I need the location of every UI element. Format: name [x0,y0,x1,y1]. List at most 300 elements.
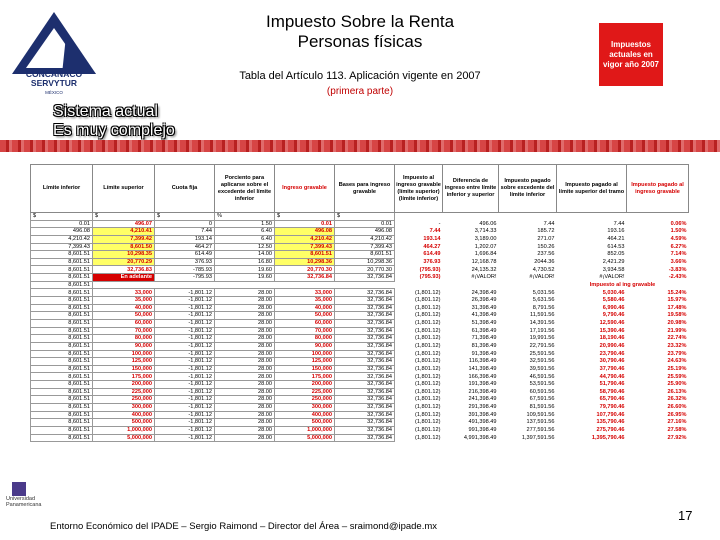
table-cell: 7.44 [155,228,215,236]
table-cell: 32,736.84 [335,365,395,373]
table-cell: 193.14 [423,236,441,243]
table-cell: 3.66% [670,258,687,265]
table-cell: 41,398.49 [471,312,497,319]
table-cell: 300,000 [275,404,335,412]
table-cell: -1,801.12 [155,304,215,312]
table-cell: 27.16% [667,419,687,426]
table-cell: (1,801.12) [415,350,441,357]
table-cell: 40,000 [275,304,335,312]
table-cell: 18,190.46 [599,335,625,342]
table-cell: 8,601.51 [31,281,93,289]
table-cell: 28.00 [215,388,275,396]
table-cell: -1,801.12 [155,434,215,442]
table-cell: -1,801.12 [155,312,215,320]
unit-cell: $ [31,213,93,221]
table-cell: 51,398.49 [471,320,497,327]
table-cell: -1,801.12 [155,373,215,381]
col-header: Límite superior [93,165,155,213]
table-row [31,289,689,297]
table-cell: 35,000 [275,297,335,305]
table-cell: 150.26 [537,243,555,250]
unit-cell: $ [93,213,155,221]
table-cell: 60,000 [275,319,335,327]
table-row [31,388,689,396]
table-cell: 28.00 [215,289,275,297]
table-cell: -795.93 [155,274,215,282]
table-cell: 17.48% [667,304,687,311]
table-row [31,419,689,427]
table-cell: 25.59% [667,373,687,380]
table-cell: 24,398.49 [471,289,497,296]
table-cell: 1,397,591.56 [521,434,555,441]
table-cell: 7,399.43 [335,243,395,251]
table-cell [335,281,395,289]
table-cell: -785.93 [155,266,215,274]
university-label: Universidad Panamericana [6,496,42,508]
table-cell: 25.90% [667,381,687,388]
table-cell: 15.24% [667,289,687,296]
table-cell: 1,696.84 [474,251,497,258]
table-cell: 20.98% [667,320,687,327]
table-row [31,358,689,366]
table-cell [93,281,155,289]
table-cell: 496.06 [479,220,497,227]
table-cell: 8,601.51 [31,327,93,335]
table-cell: 61,398.49 [471,327,497,334]
footer-credit: Entorno Económico del IPADE – Sergio Raimond – Director del Área – sraimond@ipade.mx [50,521,438,532]
table-cell: 5,030.46 [602,289,625,296]
table-cell: (1,801.12) [415,343,441,349]
table-cell: 125,000 [275,358,335,366]
table-cell: 491,398.49 [468,419,497,426]
table-cell: 8,601.51 [31,335,93,343]
table-cell: 16.80 [215,258,275,266]
table-cell: 500,000 [275,419,335,427]
logo-text: CONCANACO SERVYTUR MÉXICO [25,69,83,95]
table-cell: 32,736.84 [335,419,395,427]
table-row [31,274,689,282]
table-cell: 0.06% [670,220,687,227]
table-cell: -1,801.12 [155,358,215,366]
table-cell: 28.00 [215,411,275,419]
table-cell: 28.00 [215,434,275,442]
table-cell: 32,736.84 [335,350,395,358]
table-cell: 51,790.46 [599,381,625,388]
table-cell: 25,591.56 [529,350,555,357]
table-cell: 8,601.51 [31,258,93,266]
table-cell: 33,000 [93,289,155,297]
table-cell: 496.08 [335,228,395,236]
table-cell: 4,210.42 [31,235,93,243]
table-cell: 60,000 [93,319,155,327]
col-header: Bases para ingreso gravable [335,165,395,213]
table-cell: - [438,220,441,227]
table-cell: 8,601.51 [31,312,93,320]
table-cell: 37,790.46 [599,365,625,372]
table-cell: 10,298.36 [335,258,395,266]
page-number: 17 [678,508,693,523]
table-cell: 193.16 [607,228,625,235]
table-cell: 26.32% [667,396,687,403]
isr-table [30,164,688,442]
table-cell: 4.59% [670,236,687,243]
table-cell: 25.19% [667,365,687,372]
table-cell: 376.93 [155,258,215,266]
table-cell: 70,000 [275,327,335,335]
table-cell: (1,801.12) [415,312,441,319]
table-cell: 32,736.83 [93,266,155,274]
table-cell: 6.40 [215,235,275,243]
table-cell: 20,770.30 [335,266,395,274]
table-cell: 79,790.46 [599,404,625,411]
table-cell: 8,601.51 [31,289,93,297]
table-cell: 27.58% [667,427,687,434]
table-cell: 2,421.29 [602,258,625,265]
table-cell: 10,298.35 [93,251,155,259]
table-cell: 8,791.56 [532,304,555,311]
table-cell: -1,801.12 [155,342,215,350]
col-header: Impuesto al ingreso gravable (límite superior) (límite inferior) [395,165,443,213]
table-cell: 8,601.51 [31,350,93,358]
table-subtitle: Tabla del Artículo 113. Aplicación vigente en 2007 [239,70,481,82]
table-cell: 464.27 [155,243,215,251]
table-cell: 24.63% [667,358,687,365]
table-cell: 100,000 [93,350,155,358]
table-cell: 991,398.49 [468,427,497,434]
col-header: Impuesto pagado sobre excedente del límite inferior [499,165,557,213]
table-cell: 32,736.84 [335,342,395,350]
table-cell: 464.21 [607,236,625,243]
table-cell [155,281,215,289]
table-cell: #¡VALOR! [599,274,625,281]
table-cell: 5,631.56 [532,297,555,304]
table-cell: -3.83% [668,266,687,273]
table-cell: 5,031.56 [532,289,555,296]
table-cell: 141,398.49 [468,365,497,372]
table-cell: 150,000 [93,365,155,373]
table-cell: 39,591.56 [529,365,555,372]
unit-cell: $ [275,213,335,221]
col-header: Impuesto pagado al límite superior del tramo [557,165,627,213]
table-cell: 100,000 [275,350,335,358]
table-cell: (1,801.12) [415,297,441,304]
col-header: Límite inferior [31,165,93,213]
table-row [31,404,689,412]
table-cell: (1,801.12) [415,327,441,334]
table-cell: 32,736.84 [335,327,395,335]
unit-cell [395,213,443,221]
table-cell: 135,790.46 [596,419,625,426]
unit-cell: $ [335,213,395,221]
table-cell: 28.00 [215,319,275,327]
table-cell: 8,601.51 [31,426,93,434]
table-cell: -1,801.12 [155,297,215,305]
table-cell: 20,990.46 [599,343,625,349]
table-cell: 4,210.42 [335,235,395,243]
table-cell: 614.53 [607,243,625,250]
table-cell: 8,601.51 [31,319,93,327]
table-cell: 1,000,000 [275,426,335,434]
table-cell: 8,601.51 [31,396,93,404]
table-cell: 4,730.52 [532,266,555,273]
table-cell: 8,601.51 [31,381,93,389]
table-cell: 31,398.49 [471,304,497,311]
table-cell: 21.99% [667,327,687,334]
table-cell: 28.00 [215,297,275,305]
table-cell: 27.92% [667,434,687,441]
table-row [31,258,689,266]
table-cell: 33,000 [275,289,335,297]
table-cell: 8,601.51 [31,358,93,366]
table-cell: 175,000 [93,373,155,381]
table-cell: 277,591.56 [526,427,555,434]
table-cell: 19,991.56 [529,335,555,342]
table-cell: 32,591.56 [529,358,555,365]
complexity-callout: Sistema actual Es muy complejo [53,103,175,139]
table-cell: 464.27 [423,243,441,250]
table-cell: (1,801.12) [415,434,441,441]
table-cell: 40,000 [93,304,155,312]
table-cell: 8,601.51 [31,434,93,442]
table-cell: 8,601.51 [275,251,335,259]
table-cell: 32,736.84 [335,304,395,312]
table-cell: 4,991,398.49 [463,434,497,441]
table-cell: 30,790.46 [599,358,625,365]
table-cell: (1,801.12) [415,335,441,342]
table-cell: 9,790.46 [602,312,625,319]
table-row [31,235,689,243]
table-cell: 17,191.56 [529,327,555,334]
table-cell: 28.00 [215,304,275,312]
table-cell: #¡VALOR! [471,274,497,281]
table-row [31,411,689,419]
table-cell: 28.00 [215,342,275,350]
table-cell: -1,801.12 [155,289,215,297]
table-cell: 8,601.51 [335,251,395,259]
table-cell: 185.72 [537,228,555,235]
table-cell: 5,580.46 [602,297,625,304]
table-cell: 275,790.46 [596,427,625,434]
table-cell: 46,591.56 [529,373,555,380]
table-cell: -1,801.12 [155,426,215,434]
units-row [31,213,689,221]
table-cell: 28.00 [215,350,275,358]
table-row [31,312,689,320]
table-row [31,342,689,350]
table-cell: 8,601.51 [31,365,93,373]
table-cell: -1,801.12 [155,350,215,358]
table-cell: (1,801.12) [415,320,441,327]
table-cell: 32,736.84 [335,373,395,381]
table-cell: 32,736.84 [335,289,395,297]
table-cell: 216,398.49 [468,388,497,395]
table-cell: 32,736.84 [335,426,395,434]
table-cell: 852.05 [607,251,625,258]
unit-cell [627,213,689,221]
table-cell: 7.44 [429,228,441,235]
table-cell: 0.01 [275,220,335,228]
table-cell: -1,801.12 [155,381,215,389]
table-cell: (1,801.12) [415,404,441,411]
table-cell: 32,736.84 [335,335,395,343]
table-cell: 26.13% [667,388,687,395]
table-cell: 7,399.43 [31,243,93,251]
table-row [31,297,689,305]
table-row [31,220,689,228]
table-cell: 5,000,000 [93,434,155,442]
table-cell: 1,395,790.46 [591,434,625,441]
table-cell: 7.44 [543,220,555,227]
table-cell: 32,736.84 [335,274,395,282]
table-row [31,365,689,373]
table-cell: -1,801.12 [155,404,215,412]
table-body [31,220,689,442]
table-row [31,319,689,327]
table-cell: 8,601.51 [31,419,93,427]
table-cell: 24,135.32 [471,266,497,273]
col-header: Cuota fija [155,165,215,213]
table-cell: 200,000 [275,381,335,389]
table-cell: 32,736.84 [335,381,395,389]
table-cell: 20,770.29 [93,258,155,266]
table-cell: -1,801.12 [155,327,215,335]
unit-cell [557,213,627,221]
table-row [31,381,689,389]
table-cell: 1,000,000 [93,426,155,434]
table-cell: 19.60 [215,274,275,282]
table-cell: 71,398.49 [471,335,497,342]
table-cell: 4,210.42 [275,235,335,243]
table-cell: 241,398.49 [468,396,497,403]
table-cell: 109,591.56 [526,411,555,418]
table-cell: 6,990.46 [602,304,625,311]
table-cell: 175,000 [275,373,335,381]
table-part-label: (primera parte) [326,86,394,97]
table-cell: 32,736.84 [335,404,395,412]
table-cell: 12,168.78 [471,258,497,265]
table-cell: 26.95% [667,411,687,418]
table-cell: 6.27% [670,243,687,250]
table-cell: 32,736.84 [275,274,335,282]
table-cell: 193.14 [155,235,215,243]
table-cell: 32,736.84 [335,312,395,320]
table-cell: 8,601.51 [31,297,93,305]
table-cell: 8,601.51 [31,373,93,381]
table-cell: 44,790.46 [599,373,625,380]
table-cell: 1.50% [670,228,687,235]
table-cell: -1,801.12 [155,419,215,427]
table-cell: 90,000 [93,342,155,350]
table-cell: (1,801.12) [415,396,441,403]
table-cell: 2044.36 [534,258,555,265]
table-cell: 391,398.49 [468,411,497,418]
table-cell: 14.00 [215,251,275,259]
table-row [31,266,689,274]
table-cell: (795.93) [419,274,441,281]
table-cell: 0 [155,220,215,228]
table-cell: (1,801.12) [415,373,441,380]
unit-cell: $ [155,213,215,221]
table-row [31,434,689,442]
table-cell: -1,801.12 [155,365,215,373]
table-cell: 8,601.51 [31,251,93,259]
table-cell: 614.49 [423,251,441,258]
decorative-stripe [0,140,720,152]
table-cell: (1,801.12) [415,381,441,388]
table-cell: 50,000 [275,312,335,320]
table-cell: 90,000 [275,342,335,350]
table-cell: 35,000 [93,297,155,305]
table-cell: 28.00 [215,381,275,389]
table-cell: 8,601.51 [31,342,93,350]
table-cell: 23,790.46 [599,350,625,357]
table-cell: 28.00 [215,327,275,335]
table-cell: 19.58% [667,312,687,319]
table-cell: (1,801.12) [415,427,441,434]
page-title: Impuesto Sobre la Renta Personas físicas [265,12,455,51]
table-cell: (1,801.12) [415,358,441,365]
table-cell: 67,591.56 [529,396,555,403]
table-cell: 6.40 [215,228,275,236]
table-row [31,243,689,251]
table-cell: 8,601.50 [93,243,155,251]
table-cell: 137,591.56 [526,419,555,426]
table-cell: 8,601.51 [31,411,93,419]
table-cell: 191,398.49 [468,381,497,388]
table-cell: 32,736.84 [335,434,395,442]
table-cell: -1,801.12 [155,411,215,419]
table-cell: 150,000 [275,365,335,373]
table-cell: 32,736.84 [335,358,395,366]
table-cell: -1,801.12 [155,335,215,343]
table-row [31,304,689,312]
table-cell: 81,398.49 [471,343,497,349]
table-cell: 80,000 [93,335,155,343]
table-cell: (1,801.12) [415,419,441,426]
col-header: Porciento para aplicarse sobre el excedente del límite inferior [215,165,275,213]
table-cell: 8,601.51 [31,266,93,274]
table-cell: 28.00 [215,419,275,427]
table-cell: 11,591.56 [530,312,555,319]
table-cell: -1,801.12 [155,396,215,404]
table-row [31,281,689,289]
table-cell: 26,398.49 [471,297,497,304]
table-cell: 8,601.51 [31,304,93,312]
table-cell [499,281,557,289]
table-cell: 28.00 [215,335,275,343]
col-header: Diferencia de ingreso entre límite inferior y superior [443,165,499,213]
table-cell: (1,801.12) [415,289,441,296]
table-cell: 614.49 [155,251,215,259]
table-cell: 107,790.46 [596,411,625,418]
table-cell: 166,398.49 [468,373,497,380]
table-cell: 496.08 [275,228,335,236]
table-cell: 250,000 [275,396,335,404]
table-cell: 91,398.49 [471,350,497,357]
table-cell: 28.00 [215,404,275,412]
table-cell: 291,398.49 [468,404,497,411]
table-cell: 32,736.84 [335,319,395,327]
table-cell: 7.44 [613,220,625,227]
table-cell: 376.93 [423,258,441,265]
unit-cell [443,213,499,221]
table-cell: -1,801.12 [155,388,215,396]
table-cell: #¡VALOR! [529,274,555,281]
table-cell: 28.00 [215,312,275,320]
table-cell: 81,591.56 [529,404,555,411]
table-cell: 250,000 [93,396,155,404]
table-cell: 28.00 [215,426,275,434]
